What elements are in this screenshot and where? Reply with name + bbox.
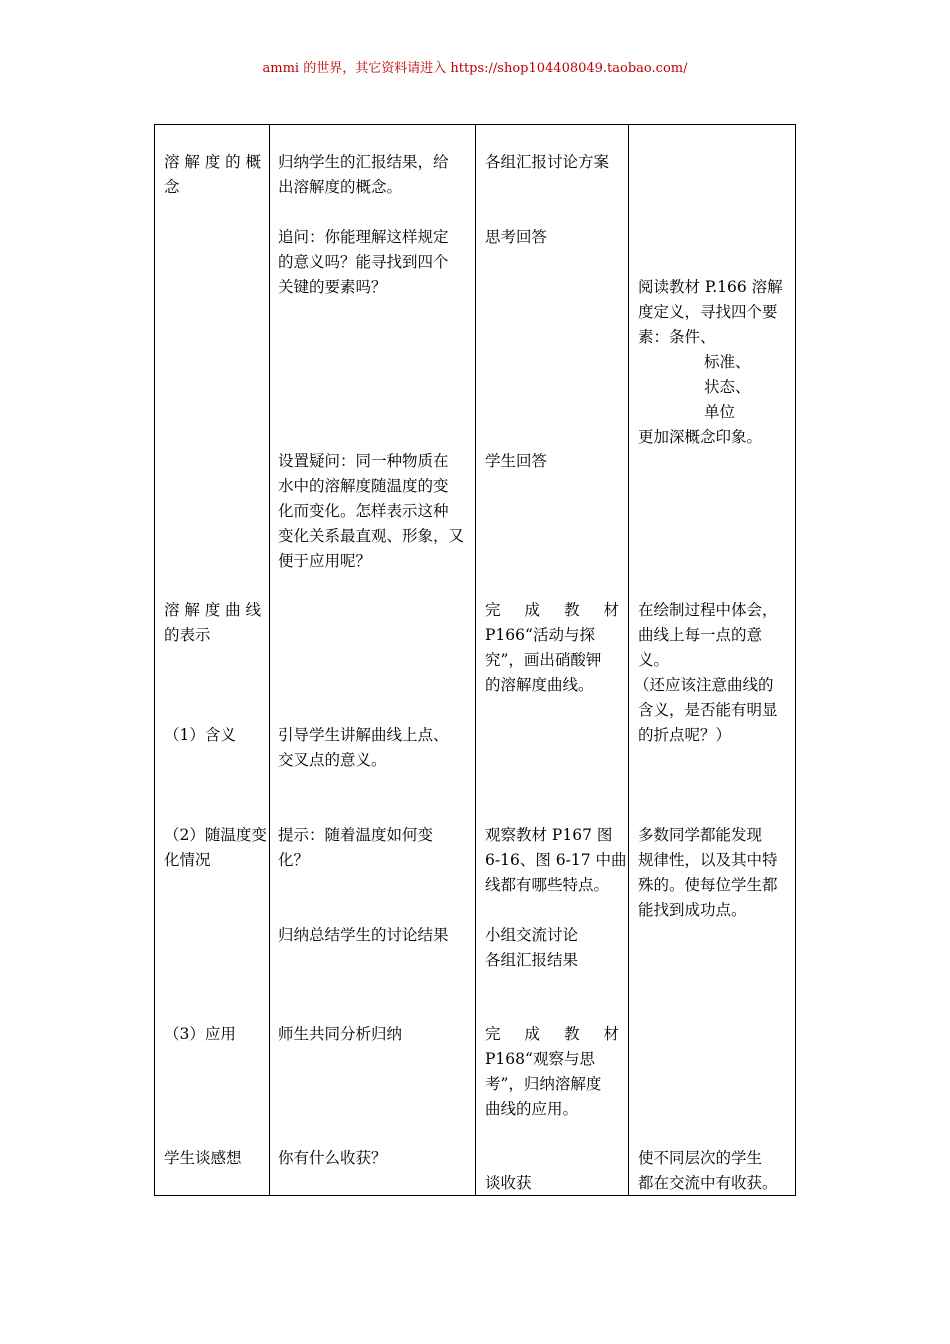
- student-talk: 谈收获: [485, 1174, 532, 1192]
- student-observe-line2: 6-16、图 6-17 中曲: [485, 851, 627, 869]
- teacher-conclude: 归纳总结学生的讨论结果: [278, 926, 449, 944]
- topic-curve-line1: 溶 解 度 曲 线: [164, 601, 261, 619]
- teacher-hint-line1: 提示：随着温度如何变: [278, 826, 434, 844]
- student-activity-line1: 完 成 教 材: [485, 601, 619, 619]
- topic-temperature-line1: （2）随温度变: [164, 826, 267, 844]
- teacher-summary-line2: 出溶解度的概念。: [278, 178, 403, 196]
- intent-level-line1: 使不同层次的学生: [638, 1149, 763, 1167]
- teacher-hint-line2: 化？: [278, 851, 310, 869]
- intent-draw-line4: （还应该注意曲线的: [634, 676, 774, 694]
- intent-rule-line2: 规律性，以及其中特: [638, 851, 778, 869]
- page-header-link[interactable]: ammi 的世界，其它资料请进入 https://shop104408049.taobao.com/: [262, 61, 688, 76]
- teacher-guide-line2: 交叉点的意义。: [278, 751, 387, 769]
- column-divider: [628, 125, 629, 1195]
- student-observe2-line3: 考”，归纳溶解度: [485, 1075, 602, 1093]
- student-report: 各组汇报讨论方案: [485, 153, 610, 171]
- intent-draw-line5: 含义，是否能有明显: [638, 701, 778, 719]
- intent-draw-line1: 在绘制过程中体会，: [638, 601, 778, 619]
- topic-reflection: 学生谈感想: [164, 1149, 242, 1167]
- intent-draw-line2: 曲线上每一点的意: [638, 626, 763, 644]
- intent-read-line7: 更加深概念印象。: [638, 428, 763, 446]
- topic-curve-line2: 的表示: [164, 626, 211, 644]
- student-observe2-line2: P168“观察与思: [485, 1050, 595, 1068]
- column-divider: [475, 125, 476, 1195]
- teacher-ask-line2: 的意义吗？能寻找到四个: [278, 253, 449, 271]
- column-divider: [269, 125, 270, 1195]
- teacher-doubt-line5: 便于应用呢？: [278, 552, 372, 570]
- student-activity-line2: P166“活动与探: [485, 626, 595, 644]
- topic-meaning: （1）含义: [164, 726, 236, 744]
- intent-rule-line1: 多数同学都能发现: [638, 826, 763, 844]
- topic-concept-line2: 念: [164, 178, 180, 196]
- teacher-doubt-line4: 变化关系最直观、形象，又: [278, 527, 465, 545]
- teacher-doubt-line1: 设置疑问：同一种物质在: [278, 452, 449, 470]
- intent-read-line2: 度定义，寻找四个要: [638, 303, 778, 321]
- topic-temperature-line2: 化情况: [164, 851, 211, 869]
- intent-level-line2: 都在交流中有收获。: [638, 1174, 778, 1192]
- student-observe2-line1: 完 成 教 材: [485, 1025, 619, 1043]
- intent-read-line6: 单位: [704, 403, 736, 421]
- teacher-doubt-line3: 化而变化。怎样表示这种: [278, 502, 449, 520]
- intent-draw-line3: 义。: [638, 651, 670, 669]
- topic-application: （3）应用: [164, 1025, 236, 1043]
- intent-read-line5: 状态、: [704, 378, 751, 396]
- intent-read-line3: 素：条件、: [638, 328, 716, 346]
- student-group-line1: 小组交流讨论: [485, 926, 579, 944]
- intent-draw-line6: 的折点呢？）: [638, 726, 732, 744]
- student-activity-line4: 的溶解度曲线。: [485, 676, 594, 694]
- student-observe-line1: 观察教材 P167 图: [485, 826, 613, 844]
- teacher-summary-line1: 归纳学生的汇报结果，给: [278, 153, 449, 171]
- student-think: 思考回答: [485, 228, 548, 246]
- student-answer: 学生回答: [485, 452, 548, 470]
- student-activity-line3: 究”，画出硝酸钾: [485, 651, 602, 669]
- teacher-gain-question: 你有什么收获？: [278, 1149, 387, 1167]
- intent-read-line4: 标准、: [704, 353, 751, 371]
- student-observe-line3: 线都有哪些特点。: [485, 876, 610, 894]
- intent-rule-line4: 能找到成功点。: [638, 901, 747, 919]
- topic-concept-line1: 溶 解 度 的 概: [164, 153, 261, 171]
- teacher-guide-line1: 引导学生讲解曲线上点、: [278, 726, 449, 744]
- student-group-line2: 各组汇报结果: [485, 951, 579, 969]
- teacher-ask-line3: 关键的要素吗？: [278, 278, 387, 296]
- intent-rule-line3: 殊的。使每位学生都: [638, 876, 778, 894]
- lesson-plan-table: [154, 124, 796, 1196]
- student-observe2-line4: 曲线的应用。: [485, 1100, 579, 1118]
- teacher-doubt-line2: 水中的溶解度随温度的变: [278, 477, 449, 495]
- teacher-ask-line1: 追问：你能理解这样规定: [278, 228, 449, 246]
- intent-read-line1: 阅读教材 P.166 溶解: [638, 278, 783, 296]
- teacher-analyze: 师生共同分析归纳: [278, 1025, 403, 1043]
